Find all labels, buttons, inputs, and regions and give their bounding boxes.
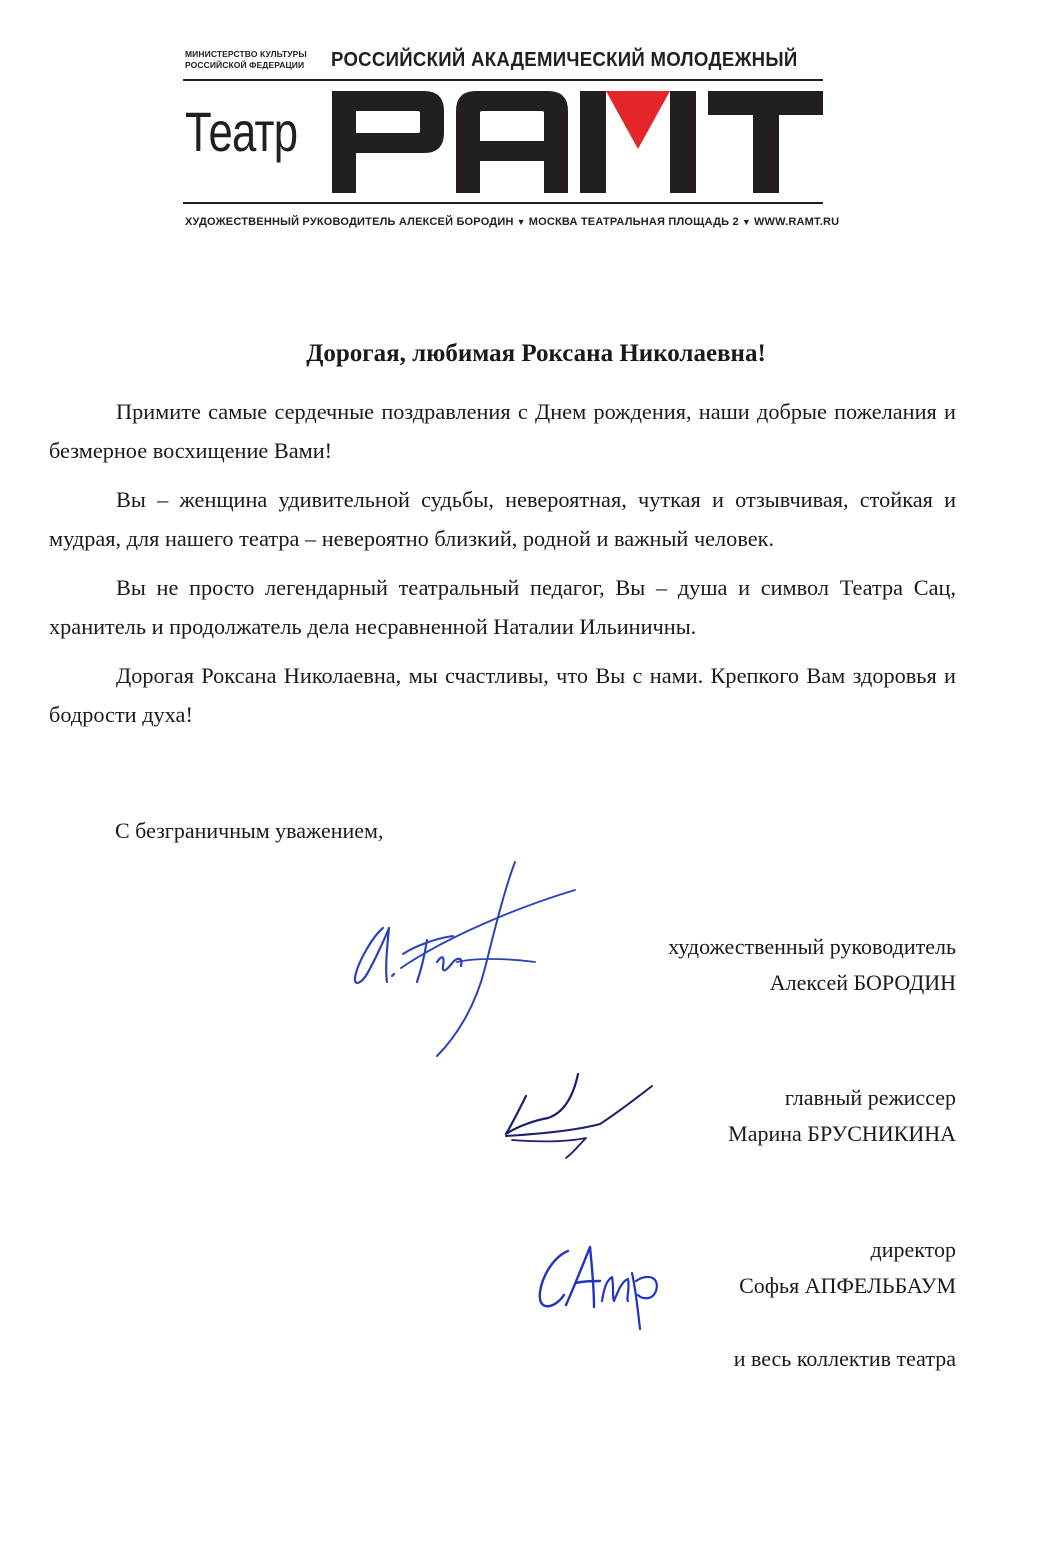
logo-letter-a bbox=[456, 91, 568, 193]
paragraph-1: Примите самые сердечные поздравления с Днем рождения, наши добрые пожелания и безмерное восхищение Вами! bbox=[49, 399, 956, 463]
ramt-logo bbox=[332, 91, 823, 193]
signatory-name: Софья АПФЕЛЬБАУМ bbox=[739, 1273, 956, 1298]
signatory-name: Алексей БОРОДИН bbox=[769, 970, 956, 995]
footer-director: ХУДОЖЕСТВЕННЫЙ РУКОВОДИТЕЛЬ АЛЕКСЕЙ БОРОДИН bbox=[185, 216, 514, 228]
logo-m-red-triangle bbox=[606, 91, 670, 149]
signature-apfelbaum bbox=[532, 1237, 672, 1337]
paragraph-4: Дорогая Роксана Николаевна, мы счастливы, что Вы с нами. Крепкого Вам здоровья и бодрости духа! bbox=[49, 663, 956, 727]
logo-m-left-stem bbox=[580, 91, 606, 193]
logo-letter-r bbox=[332, 91, 444, 193]
signature-borodin bbox=[345, 858, 585, 1063]
ministry-line-1: МИНИСТЕРСТВО КУЛЬТУРЫ bbox=[185, 49, 307, 59]
signatory-name: Марина БРУСНИКИНА bbox=[728, 1121, 956, 1146]
logo-m-right-stem bbox=[670, 91, 696, 193]
closing: С безграничным уважением, bbox=[115, 818, 384, 843]
triangle-separator-icon: ▼ bbox=[741, 217, 751, 227]
paragraph-3: Вы не просто легендарный театральный педагог, Вы – душа и символ Театра Сац, хранитель и продолжатель дела несравненной Наталии Ильиничны. bbox=[49, 575, 956, 639]
footer-address: МОСКВА ТЕАТРАЛЬНАЯ ПЛОЩАДЬ 2 bbox=[528, 216, 739, 228]
logo-t-stem bbox=[753, 115, 779, 193]
paragraph-2: Вы – женщина удивительной судьбы, невероятная, чуткая и отзывчивая, стойкая и мудрая, для нашего театра – невероятно близкий, родной и важный человек. bbox=[49, 487, 956, 551]
greeting: Дорогая, любимая Роксана Николаевна! bbox=[306, 340, 766, 367]
signatory-apfelbaum bbox=[739, 1232, 956, 1304]
ministry-line-2: РОССИЙСКОЙ ФЕДЕРАЦИИ bbox=[185, 60, 305, 70]
letterhead-footer bbox=[185, 216, 839, 228]
teatr-word: Театр bbox=[185, 100, 298, 163]
signatory-role: главный режиссер bbox=[784, 1085, 956, 1110]
letterhead-top-rule bbox=[183, 79, 823, 81]
letterhead-bottom-rule bbox=[183, 202, 823, 204]
signatory-borodin bbox=[668, 929, 956, 1001]
signatory-role: директор bbox=[870, 1237, 956, 1262]
letterhead bbox=[183, 46, 840, 236]
signatory-role: художественный руководитель bbox=[668, 934, 956, 959]
collective-signature: и весь коллектив театра bbox=[733, 1346, 956, 1371]
triangle-separator-icon: ▼ bbox=[516, 217, 526, 227]
signature-brusnikina bbox=[488, 1068, 658, 1163]
footer-site: WWW.RAMT.RU bbox=[753, 216, 840, 228]
letter-body bbox=[49, 392, 956, 744]
signatory-brusnikina bbox=[728, 1080, 956, 1152]
theatre-full-name: РОССИЙСКИЙ АКАДЕМИЧЕСКИЙ МОЛОДЕЖНЫЙ bbox=[331, 49, 798, 71]
ministry-label bbox=[185, 49, 315, 71]
logo-t-bar bbox=[708, 91, 823, 115]
